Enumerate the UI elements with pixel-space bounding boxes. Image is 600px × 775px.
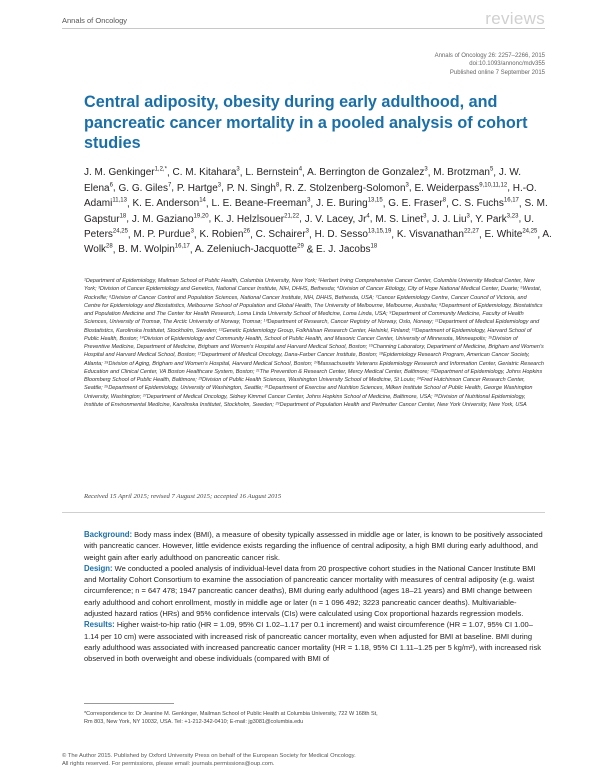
author (414, 183, 507, 194)
author-affiliation-marker: 19,20 (193, 213, 209, 220)
background-label: Background: (84, 530, 133, 539)
author (211, 198, 310, 209)
citation-volume: Annals of Oncology 26: 2257–2266, 2015 (434, 53, 545, 59)
author-list: J. M. Genkinger$^{1,2,*}$, C. M. Kitahara$^3$, L. Bernstein$^4$, A. Berrington de Gonzalez$^3$, M. Brotzman$^5$, J. W. Elena$^6$, G. G. Giles$^7$, P. Hartge$^3$, P. N. Singh$^8$, R. Z. Stolzenberg-Solomon$^3$, E. Weiderpass$^{9,10,11,12}$, H.-O. Adami$^{11,13}$, K. E. Anderson$^{14}$, L. E. Beane-Freeman$^3$, J. E. Buring$^{13,15}$, G. E. Fraser$^8$, C. S. Fuchs$^{16,17}$, S. M. Gapstur$^{18}$, J. M. Gaziano$^{19,20}$, K. J. Helzlsouer$^{21,22}$, J. V. Lacey, Jr$^4$, M. S. Linet$^3$, J. J. Liu$^3$, Y. Park$^{3,23}$, U. Peters$^{24,25}$, M. P. Purdue$^3$, K. Robien$^{26}$, C. Schairer$^3$, H. D. Sesso$^{13,15,19}$, K. Visvanathan$^{22,27}$, E. White$^{24,25}$, A. Wolk$^{28}$, B. M. Wolpin$^{16,17}$, A. Zeleniuch-Jacquotte$^{29}$ & E. J. Jacobs$^{18}$ (84, 167, 552, 256)
author (199, 229, 250, 240)
author-affiliation-marker: 3 (305, 228, 309, 235)
author (285, 183, 409, 194)
author (307, 167, 428, 178)
author (173, 167, 240, 178)
author-name: P. Hartge (176, 182, 218, 194)
author (375, 214, 426, 225)
author (315, 229, 392, 240)
author (195, 244, 304, 255)
author-affiliation-marker: 16,17 (174, 244, 190, 251)
abstract-divider (62, 512, 545, 513)
author-affiliation-marker: 21,22 (284, 213, 300, 220)
author-affiliation-marker: 24,25 (522, 228, 538, 235)
author-affiliation-marker: 3 (217, 182, 222, 189)
author-name: A. Zeleniuch-Jacquotte (194, 244, 298, 256)
received-dates: Received 15 April 2015; revised 7 August 2015; accepted 16 August 2015 (84, 493, 282, 500)
author-name: C. S. Fuchs (451, 198, 504, 210)
permissions-line: All rights reserved. For permissions, please email: journals.permissions@oup.com. (62, 761, 275, 768)
author-name: K. Robien (199, 229, 244, 241)
article-title: Central adiposity, obesity during early adulthood, and pancreatic cancer mortality in a pooled analysis of cohort studies (84, 93, 528, 152)
author-affiliation-marker: 13,15,19 (367, 228, 392, 235)
author-name: J. E. Buring (315, 198, 368, 210)
author-name: M. S. Linet (375, 213, 424, 225)
author-name: E. Weiderpass (414, 182, 480, 194)
abstract-results (84, 619, 544, 664)
author (397, 229, 479, 240)
author-affiliation-marker: 9,10,11,12 (479, 182, 508, 189)
author-name: P. N. Singh (226, 182, 276, 194)
author-affiliation-marker: 24,25 (112, 228, 128, 235)
author-name: G. G. Giles (118, 182, 168, 194)
author-affiliation-marker: 18 (370, 244, 378, 251)
author-name: J. W. Elena (84, 167, 522, 194)
author (305, 214, 370, 225)
author-affiliation-marker: 18 (119, 213, 127, 220)
author-affiliation-marker: 4 (298, 167, 303, 173)
author-name: B. M. Wolpin (118, 244, 175, 256)
author-name: J. V. Lacey, Jr (304, 213, 367, 225)
author-affiliation-marker: 28 (106, 244, 113, 251)
background-text: Body mass index (BMI), a measure of obesity typically assessed in middle age or later, is known to be positively associated with pancreatic cancer. However, little evidence exists regarding the influence of central adiposity, a high BMI during early adulthood, and weight gain after early adulthood on pancreatic cancer risk. (84, 530, 543, 562)
author-affiliation-marker: 7 (167, 182, 172, 189)
author-name: E. White (484, 229, 523, 241)
author-name: M. P. Purdue (133, 229, 191, 241)
citation-published: Published online 7 September 2015 (449, 69, 545, 76)
author-affiliation-marker: 5 (489, 167, 494, 173)
author (316, 198, 383, 209)
author-name: J. J. Liu (432, 213, 467, 225)
author-name: S. M. Gapstur (84, 198, 548, 225)
author-affiliation-marker: 4 (366, 213, 370, 220)
author-affiliation-marker: 29 (297, 244, 304, 251)
author-affiliation-marker: 16,17 (503, 197, 519, 204)
author-name: J. M. Genkinger (84, 167, 155, 179)
author-affiliation-marker: 8 (442, 197, 447, 204)
author-name: M. Brotzman (433, 167, 490, 179)
author-name: Y. Park (475, 213, 507, 225)
section-label: reviews (485, 9, 545, 28)
author-affiliation-marker: 22,27 (463, 228, 479, 235)
author (485, 229, 538, 240)
author (452, 198, 519, 209)
abstract (84, 529, 544, 665)
author-name: L. Bernstein (245, 167, 299, 179)
author (475, 214, 518, 225)
author-affiliation-marker: 3 (424, 167, 428, 173)
results-label: Results: (84, 620, 115, 630)
author-affiliation-marker: 26 (243, 228, 251, 235)
author-affiliation-marker: 3,23 (506, 213, 519, 220)
author-name: R. Z. Stolzenberg-Solomon (284, 182, 406, 194)
author-affiliation-marker: 3 (190, 228, 194, 235)
author-name: E. J. Jacobs (316, 244, 371, 256)
design-text: We conducted a pooled analysis of individual-level data from 20 prospective cohort studies in the National Cancer Institute BMI and Mortality Cohort Consortium to examine the association of pancreatic cancer mortality with measures of central adiposity (e.g. waist circumference; n = 647 478; 1947 pancreatic cancer deaths), BMI during early adulthood (ages 18–21 years) and BMI change between early adulthood and cohort enrollment, mostly in middle age or later (n = 1 096 492; 3223 pancreatic cancer deaths). Multivariable-adjusted hazard ratios (HRs) and 95% confidence intervals (CIs) were calculated using Cox proportional hazards regression models. (84, 563, 536, 619)
author-name: U. Peters (84, 213, 534, 241)
journal-name: Annals of Oncology (62, 16, 128, 25)
author-affiliation-marker: 1,2,* (154, 167, 167, 173)
copyright-line: © The Author 2015. Published by Oxford University Press on behalf of the European Society for Medical Oncology. (62, 753, 356, 759)
author-name: K. J. Helzlsouer (214, 213, 285, 225)
author (84, 167, 167, 178)
author-name: K. E. Anderson (132, 198, 200, 210)
author-name: G. E. Fraser (388, 198, 443, 210)
author (432, 214, 470, 225)
author-affiliation-marker: 13,15 (367, 197, 383, 204)
affiliations: ¹Department of Epidemiology, Mailman School of Public Health, Columbia University, New York; ²Herbert Irving Comprehensive Cancer Center, Columbia University Medical Center, New York; ³Division of Cancer Epidemiology and Genetics, National Cancer Institute, NIH, DHHS, Bethesda; ⁴Division of Cancer Etiology, City of Hope National Medical Center, Duarte; ⁵Westat, Rockville; ⁶Division of Cancer Control and Population Sciences, National Cancer Institute, NIH, DHHS, Bethesda, USA; ⁷Cancer Epidemiology Centre, Cancer Council of Victoria, and Centre for Epidemiology and Biostatistics, Melbourne School of Population and Global Health, The University of Melbourne, Melbourne, Australia; ⁸Department of Epidemiology, Biostatistics and Population Medicine and The Center for Health Research, Loma Linda University School of Medicine, Loma Linda, USA; ⁹Department of Community Medicine, Faculty of Health Sciences, University of Tromsø, The Arctic University of Norway, Tromsø; ¹⁰Department of Research, Cancer Registry of Norway, Oslo, Norway; ¹¹Department of Medical Epidemiology and Biostatistics, Karolinska Institutet, Stockholm, Sweden; ¹²Genetic Epidemiology Group, Folkhälsan Research Center, Helsinki, Finland; ¹³Department of Epidemiology, Harvard School of Public Health, Boston; ¹⁴Division of Epidemiology and Community Health, School of Public Health, and Masonic Cancer Center, University of Minnesota, Minneapolis; ¹⁵Division of Preventive Medicine, Department of Medicine, Brigham and Women's Hospital and Harvard Medical School, Boston; ¹⁶Channing Laboratory, Department of Medicine, Brigham and Women's Hospital and Harvard Medical School, Boston; ¹⁷Department of Medical Oncology, Dana-Farber Cancer Institute, Boston; ¹⁸Epidemiology Research Program, American Cancer Society, Atlanta; ¹⁹Division of Aging, Brigham and Women's Hospital, Harvard Medical School, Boston; ²⁰Massachusetts Veterans Epidemiology Research and Information Center, Geriatric Research Education and Clinical Center, VA Boston Healthcare System, Boston; ²¹The Prevention & Research Center, Mercy Medical Center, Baltimore; ²²Department of Epidemiology, Johns Hopkins Bloomberg School of Public Health, Baltimore; ²³Division of Public Health Sciences, Washington University School of Medicine, St Louis; ²⁴Fred Hutchinson Cancer Research Center, Seattle; ²⁵Department of Epidemiology, University of Washington, Seattle; ²⁶Department of Exercise and Nutrition Sciences, Milken Institute School of Public Health, George Washington University, Washington; ²⁷Department of Medical Oncology, Sidney Kimmel Cancer Center, Johns Hopkins School of Medicine, Baltimore, USA; ²⁸Division of Nutritional Epidemiology, Institute of Environmental Medicine, Karolinska Institutet, Stockholm, Sweden; ²⁹Department of Population Health and Perlmutter Cancer Center, New York University, New York, USA (84, 278, 544, 408)
author-name: A. Berrington de Gonzalez (307, 167, 425, 179)
correspondence-note: *Correspondence to: Dr Jeanine M. Genkinger, Mailman School of Public Health at Columbia University, 722 W 168th St, Rm 803, New York, NY 10032, USA. Tel: +1-212-342-0410; E-mail: jg3081@columbia.edu (84, 711, 378, 725)
author (214, 214, 299, 225)
author (177, 183, 221, 194)
author-affiliation-marker: 11,13 (112, 197, 127, 204)
author-affiliation-marker: 6 (109, 182, 113, 189)
author-name: K. Visvanathan (396, 229, 464, 241)
author-affiliation-marker: 3 (423, 213, 427, 220)
author-affiliation-marker: 8 (276, 182, 280, 189)
author-affiliation-marker: 3 (307, 197, 311, 204)
citation-doi[interactable]: doi:10.1093/annonc/mdv355 (469, 61, 545, 68)
author-name: C. Schairer (255, 229, 306, 241)
author-affiliation-marker: 3 (405, 182, 409, 189)
author (118, 244, 190, 255)
design-label: Design: (84, 563, 113, 573)
author (133, 229, 193, 240)
results-text: Higher waist-to-hip ratio (HR = 1.09, 95% CI 1.02–1.17 per 0.1 increment) and waist circumference (HR = 1.07, 95% CI 1.00–1.14 per 10 cm) were associated with increased risk of pancreatic cancer mortality, even when adjusted for BMI at baseline. BMI during early adulthood was associated with increased pancreatic cancer mortality (HR = 1.18, 95% CI 1.11–1.25 per 5 kg/m²), with increased risk observed in both overweight and obese individuals (compared with BMI of (84, 620, 541, 664)
author-name: L. E. Beane-Freeman (211, 198, 308, 210)
author (316, 244, 377, 255)
author (388, 198, 446, 209)
author (227, 183, 280, 194)
author (245, 167, 302, 178)
author (132, 214, 209, 225)
header-divider (62, 28, 545, 29)
abstract-background (84, 529, 544, 563)
author (118, 183, 171, 194)
author (433, 167, 493, 178)
author (256, 229, 309, 240)
abstract-design (84, 563, 544, 619)
author-name: J. M. Gaziano (131, 213, 194, 225)
author-name: A. Wolk (84, 229, 552, 256)
footnote-divider (84, 703, 174, 704)
author-name: C. M. Kitahara (172, 167, 237, 179)
citation-block (435, 52, 545, 77)
author-affiliation-marker: 14 (199, 197, 206, 204)
author-affiliation-marker: 3 (466, 213, 470, 220)
author (133, 198, 206, 209)
copyright-notice (62, 752, 502, 769)
author-name: H.-O. Adami (84, 182, 537, 210)
author-affiliation-marker: 3 (236, 167, 240, 173)
author-name: H. D. Sesso (314, 229, 368, 241)
